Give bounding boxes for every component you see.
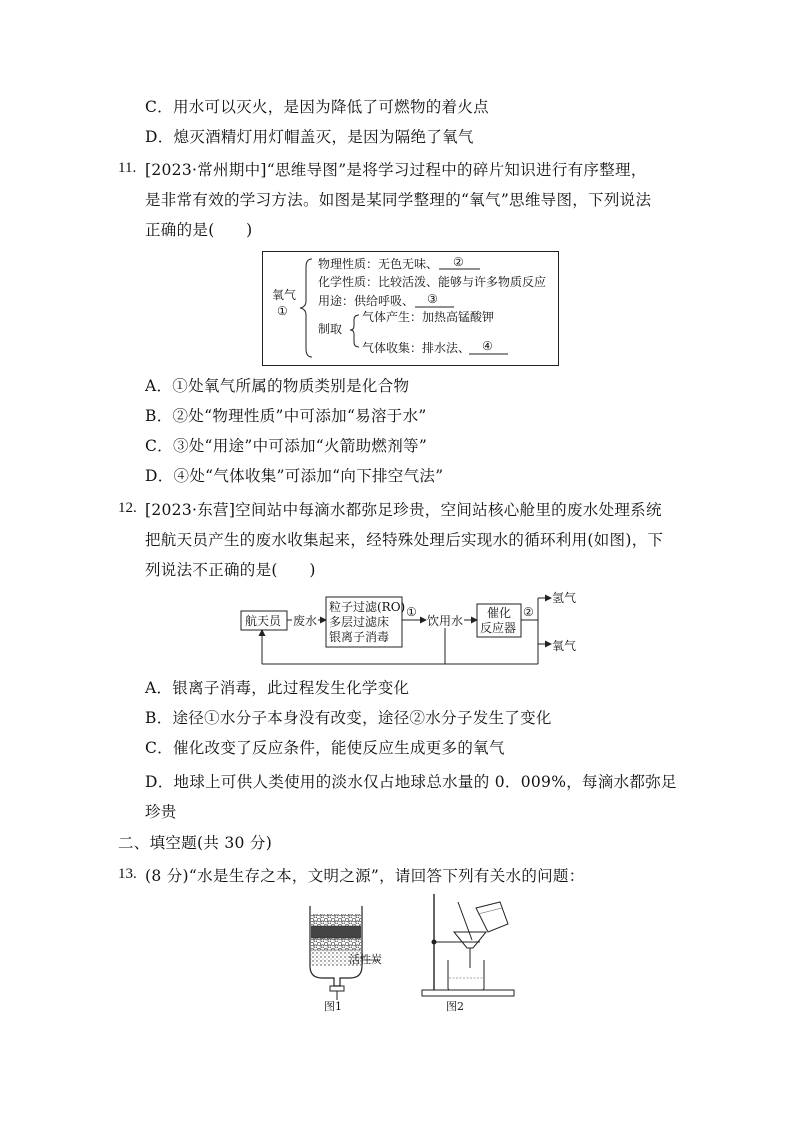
flow-wastewater: 废水 xyxy=(293,614,318,628)
map-root-label: 氧气 xyxy=(272,288,297,302)
map-use-blank: ③ xyxy=(427,292,438,306)
map-root-blank: ① xyxy=(277,304,288,318)
figure2-filtration-apparatus xyxy=(418,890,518,1002)
q11-option-a: A．①处氧气所属的物质类别是化合物 xyxy=(145,377,410,395)
flow-filter-line2: 多层过滤床 xyxy=(329,615,390,629)
flow-reactor-line1: 催化 xyxy=(487,606,512,620)
q10-option-d: D．熄灭酒精灯用灯帽盖灭，是因为隔绝了氧气 xyxy=(145,128,474,146)
q12-stem-line2: 把航天员产生的废水收集起来，经特殊处理后实现水的循环利用(如图)，下 xyxy=(145,531,664,549)
q11-option-c: C．③处“用途”中可添加“火箭助燃剂等” xyxy=(145,437,428,455)
q12-option-a: A．银离子消毒，此过程发生化学变化 xyxy=(145,679,410,697)
map-physical-blank: ② xyxy=(453,255,464,269)
section2-heading: 二、填空题(共 30 分) xyxy=(118,834,273,852)
map-physical: 物理性质：无色无味、 xyxy=(318,257,439,271)
oxygen-mind-map xyxy=(262,251,560,367)
map-use: 用途：供给呼吸、 xyxy=(318,294,415,308)
water-recycling-flowchart xyxy=(236,588,581,670)
flow-path1: ① xyxy=(406,605,417,619)
q12-stem-line1: [2023·东营]空间站中每滴水都弥足珍贵，空间站核心舱里的废水处理系统 xyxy=(145,501,662,519)
flow-reactor-line2: 反应器 xyxy=(480,621,517,635)
flow-filter-line3: 银离子消毒 xyxy=(329,630,390,644)
q11-option-d: D．④处“气体收集”可添加“向下排空气法” xyxy=(145,467,444,485)
q12-option-d-line2: 珍贵 xyxy=(145,803,177,821)
q12-option-c: C．催化改变了反应条件，能使反应生成更多的氧气 xyxy=(145,739,505,757)
map-chemical: 化学性质：比较活泼、能够与许多物质反应 xyxy=(318,275,547,289)
q12-stem-line3: 列说法不正确的是( ) xyxy=(145,561,316,579)
map-gas-collect-blank: ④ xyxy=(482,339,493,353)
flow-hydrogen: 氢气 xyxy=(552,591,577,605)
flow-filter-line1: 粒子过滤(RO) xyxy=(329,600,406,614)
q10-option-c: C．用水可以灭火，是因为降低了可燃物的着火点 xyxy=(145,98,489,116)
map-gas-gen: 气体产生：加热高锰酸钾 xyxy=(362,310,495,324)
q11-stem-line2: 是非常有效的学习方法。如图是某同学整理的“氧气”思维导图，下列说法 xyxy=(145,191,652,209)
map-prep: 制取 xyxy=(318,322,343,336)
flow-drinking-water: 饮用水 xyxy=(427,614,464,628)
q12-option-d-line1: D．地球上可供人类使用的淡水仅占地球总水量的 0．009%，每滴水都弥足 xyxy=(145,773,677,791)
flow-astronaut: 航天员 xyxy=(245,614,282,628)
q11-stem-line1: [2023·常州期中]“思维导图”是将学习过程中的碎片知识进行有序整理， xyxy=(145,161,647,179)
map-gas-collect: 气体收集：排水法、 xyxy=(362,341,471,355)
flow-oxygen: 氧气 xyxy=(552,639,577,653)
q11-option-b: B．②处“物理性质”中可添加“易溶于水” xyxy=(145,407,427,425)
q12-number: 12. xyxy=(118,500,137,516)
figure1-caption: 图1 xyxy=(324,1000,342,1013)
q11-number: 11. xyxy=(118,160,137,176)
q13-number: 13. xyxy=(118,866,137,882)
flow-path2: ② xyxy=(523,605,534,619)
figure1-carbon-label-text: 活性炭 xyxy=(349,953,382,966)
q12-option-b: B．途径①水分子本身没有改变，途径②水分子发生了变化 xyxy=(145,709,552,727)
q11-stem-line3: 正确的是( ) xyxy=(145,221,253,239)
figure2-caption: 图2 xyxy=(446,1000,464,1013)
q13-stem: (8 分)“水是生存之本，文明之源”，请回答下列有关水的问题： xyxy=(145,867,585,885)
